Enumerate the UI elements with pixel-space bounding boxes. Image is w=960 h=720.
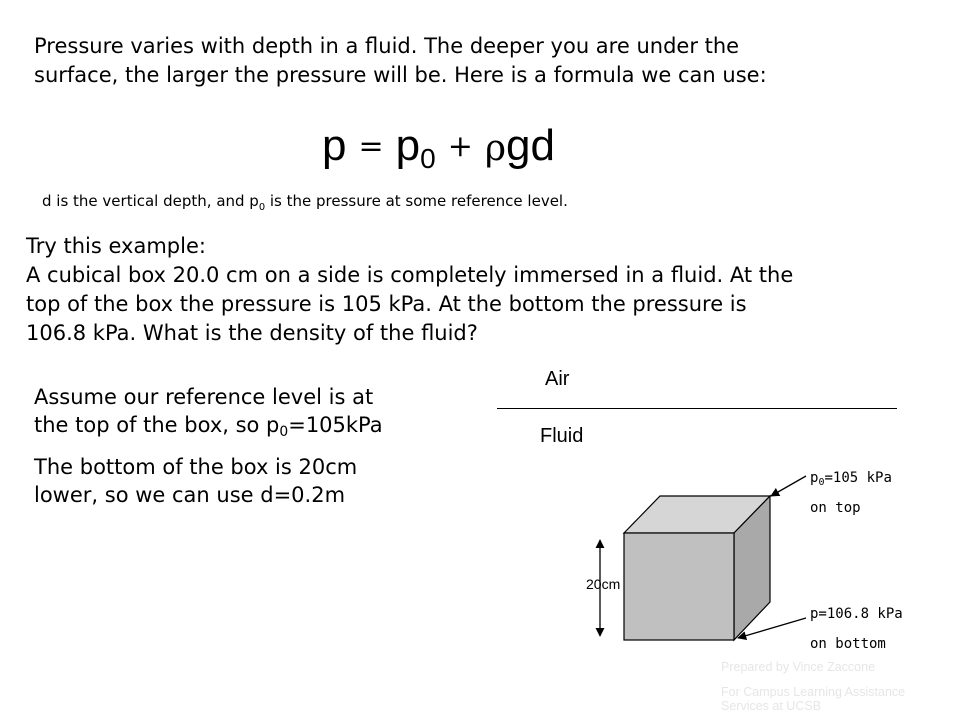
cube-size-label: 20cm	[586, 576, 621, 592]
top-pressure-caption: on top	[810, 500, 861, 516]
top-pressure-value: =105 kPa	[824, 470, 892, 486]
fluid-label: Fluid	[540, 425, 584, 447]
example-line: 106.8 kPa. What is the density of the fluid?	[26, 321, 478, 345]
credit-org: For Campus Learning Assistance	[721, 685, 906, 699]
example-heading: Try this example:	[26, 234, 206, 258]
formula-plus: +	[447, 129, 473, 164]
formula-rho: ρ	[484, 128, 506, 169]
bottom-pressure-label: p=106.8 kPa	[810, 606, 903, 622]
formula-gd: gd	[506, 121, 555, 170]
credit-org-line2: Services at UCSB	[721, 699, 822, 713]
intro-line: surface, the larger the pressure will be. Here is a formula we can use:	[34, 63, 767, 87]
air-label: Air	[545, 368, 570, 390]
formula-p0: p	[395, 121, 421, 170]
assumption-line-end: =105kPa	[288, 413, 383, 437]
note-text: d is the vertical depth, and p	[42, 192, 259, 210]
cube-front-face	[624, 533, 734, 640]
note-text-end: is the pressure at some reference level.	[265, 192, 568, 210]
top-pressure-subscript: 0	[818, 477, 825, 488]
top-pressure-symbol: p	[810, 470, 819, 486]
bottom-pressure-caption: on bottom	[810, 636, 886, 652]
assumption-line: Assume our reference level is at	[34, 385, 374, 409]
formula-p0-subscript: 0	[420, 143, 436, 174]
assumption-line: the top of the box, so p	[34, 413, 280, 437]
assumption-line: The bottom of the box is 20cm	[34, 455, 358, 479]
top-pressure-label	[810, 470, 892, 486]
formula-p: p	[322, 121, 347, 170]
example-line: top of the box the pressure is 105 kPa. At the bottom the pressure is	[26, 292, 747, 316]
intro-line: Pressure varies with depth in a fluid. The deeper you are under the	[34, 34, 740, 58]
top-pointer-arrow	[771, 476, 806, 496]
formula-equals: =	[358, 129, 384, 164]
note-subscript: 0	[258, 202, 266, 213]
credit-author: Prepared by Vince Zaccone	[721, 660, 876, 674]
assumption-line: lower, so we can use d=0.2m	[34, 483, 346, 507]
assumption-subscript: 0	[279, 424, 289, 440]
example-line: A cubical box 20.0 cm on a side is completely immersed in a fluid. At the	[26, 263, 794, 287]
